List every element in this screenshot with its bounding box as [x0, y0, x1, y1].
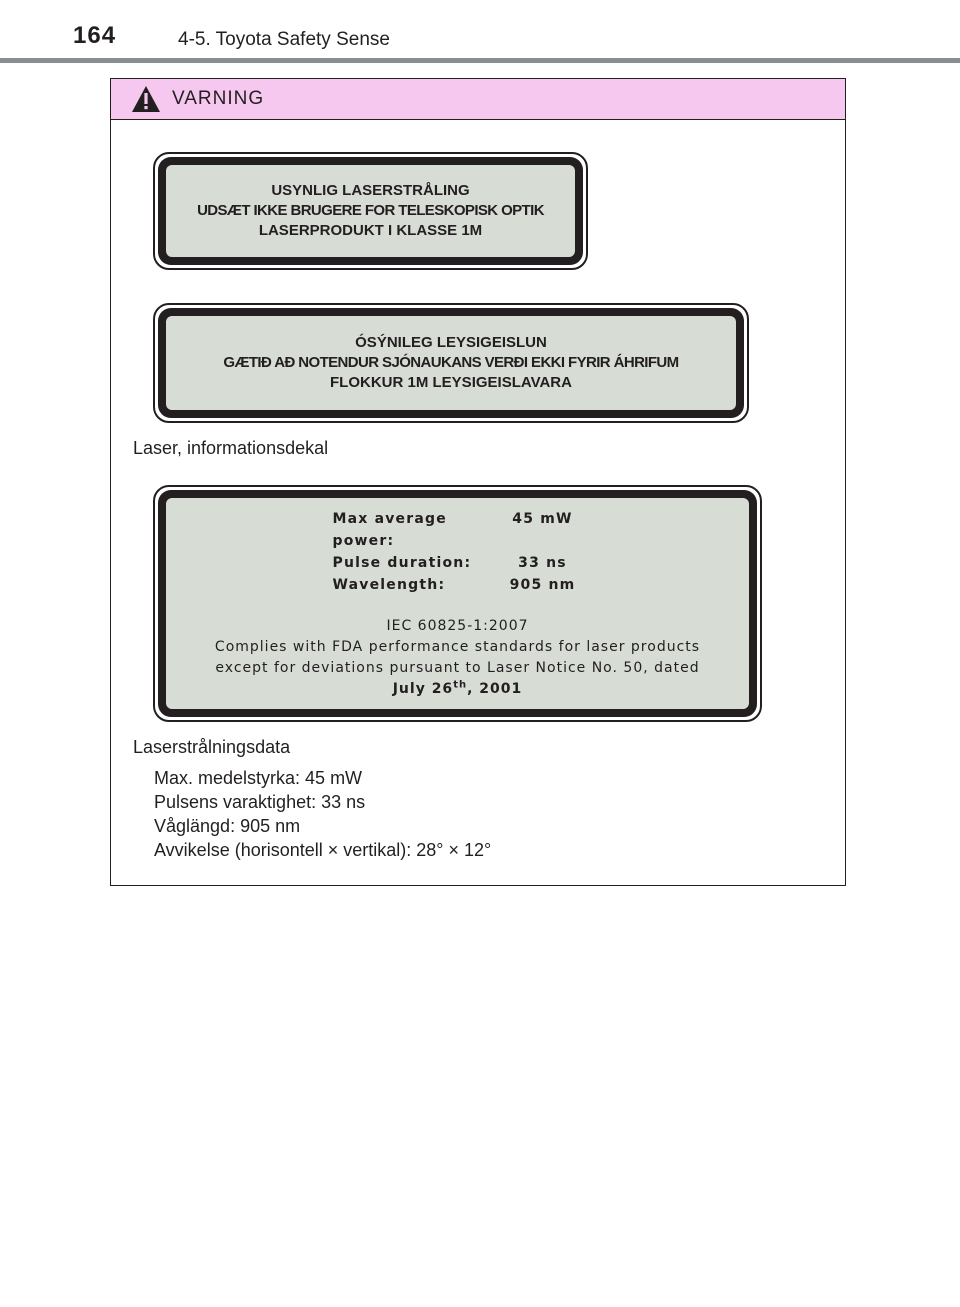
data-line-wavelength: Våglängd: 905 nm: [154, 816, 301, 836]
spec-date: July 26th, 2001: [392, 678, 523, 697]
spec-table: [333, 508, 583, 596]
label-danish-line2: UDSÆT IKKE BRUGERE FOR TELESKOPISK OPTIK: [197, 202, 544, 219]
spec-compliance-line1: Complies with FDA performance standards for laser products: [214, 638, 701, 655]
spec-standard: IEC 60825-1:2007: [386, 617, 529, 634]
warning-triangle-icon: [131, 85, 161, 113]
caption-radiation-data: Laserstrålningsdata: [133, 737, 291, 757]
spec-row-wavelength: Wavelength: 905 nm: [332, 576, 576, 593]
section-title: 4-5. Toyota Safety Sense: [178, 29, 390, 50]
spec-row-pulse: Pulse duration: 33 ns: [332, 554, 567, 571]
warning-header: [111, 79, 845, 120]
label-danish-line1: USYNLIG LASERSTRÅLING: [271, 182, 470, 199]
laser-label-icelandic: [153, 303, 749, 423]
data-line-pulse: Pulsens varaktighet: 33 ns: [154, 792, 366, 812]
spec-compliance-line2: except for deviations pursuant to Laser Notice No. 50, dated: [215, 659, 700, 676]
laser-label-specs: [153, 485, 762, 722]
header-rule: [0, 58, 960, 63]
page-number: 164: [73, 22, 117, 49]
data-line-divergence: Avvikelse (horisontell × vertikal): 28° × 12°: [154, 840, 492, 860]
caption-info-label: Laser, informationsdekal: [133, 438, 329, 458]
laser-label-danish: [153, 152, 588, 270]
label-icelandic-line3: FLOKKUR 1M LEYSIGEISLAVARA: [330, 374, 572, 391]
label-danish-line3: LASERPRODUKT I KLASSE 1M: [258, 222, 483, 239]
label-icelandic-line1: ÓSÝNILEG LEYSIGEISLUN: [355, 334, 547, 351]
spec-row-power: Max average power: 45 mW: [332, 510, 573, 549]
warning-label: VARNING: [172, 88, 265, 109]
data-line-power: Max. medelstyrka: 45 mW: [154, 768, 363, 788]
label-icelandic-line2: GÆTIÐ AÐ NOTENDUR SJÓNAUKANS VERÐI EKKI FYRIR ÁHRIFUM: [223, 354, 679, 371]
